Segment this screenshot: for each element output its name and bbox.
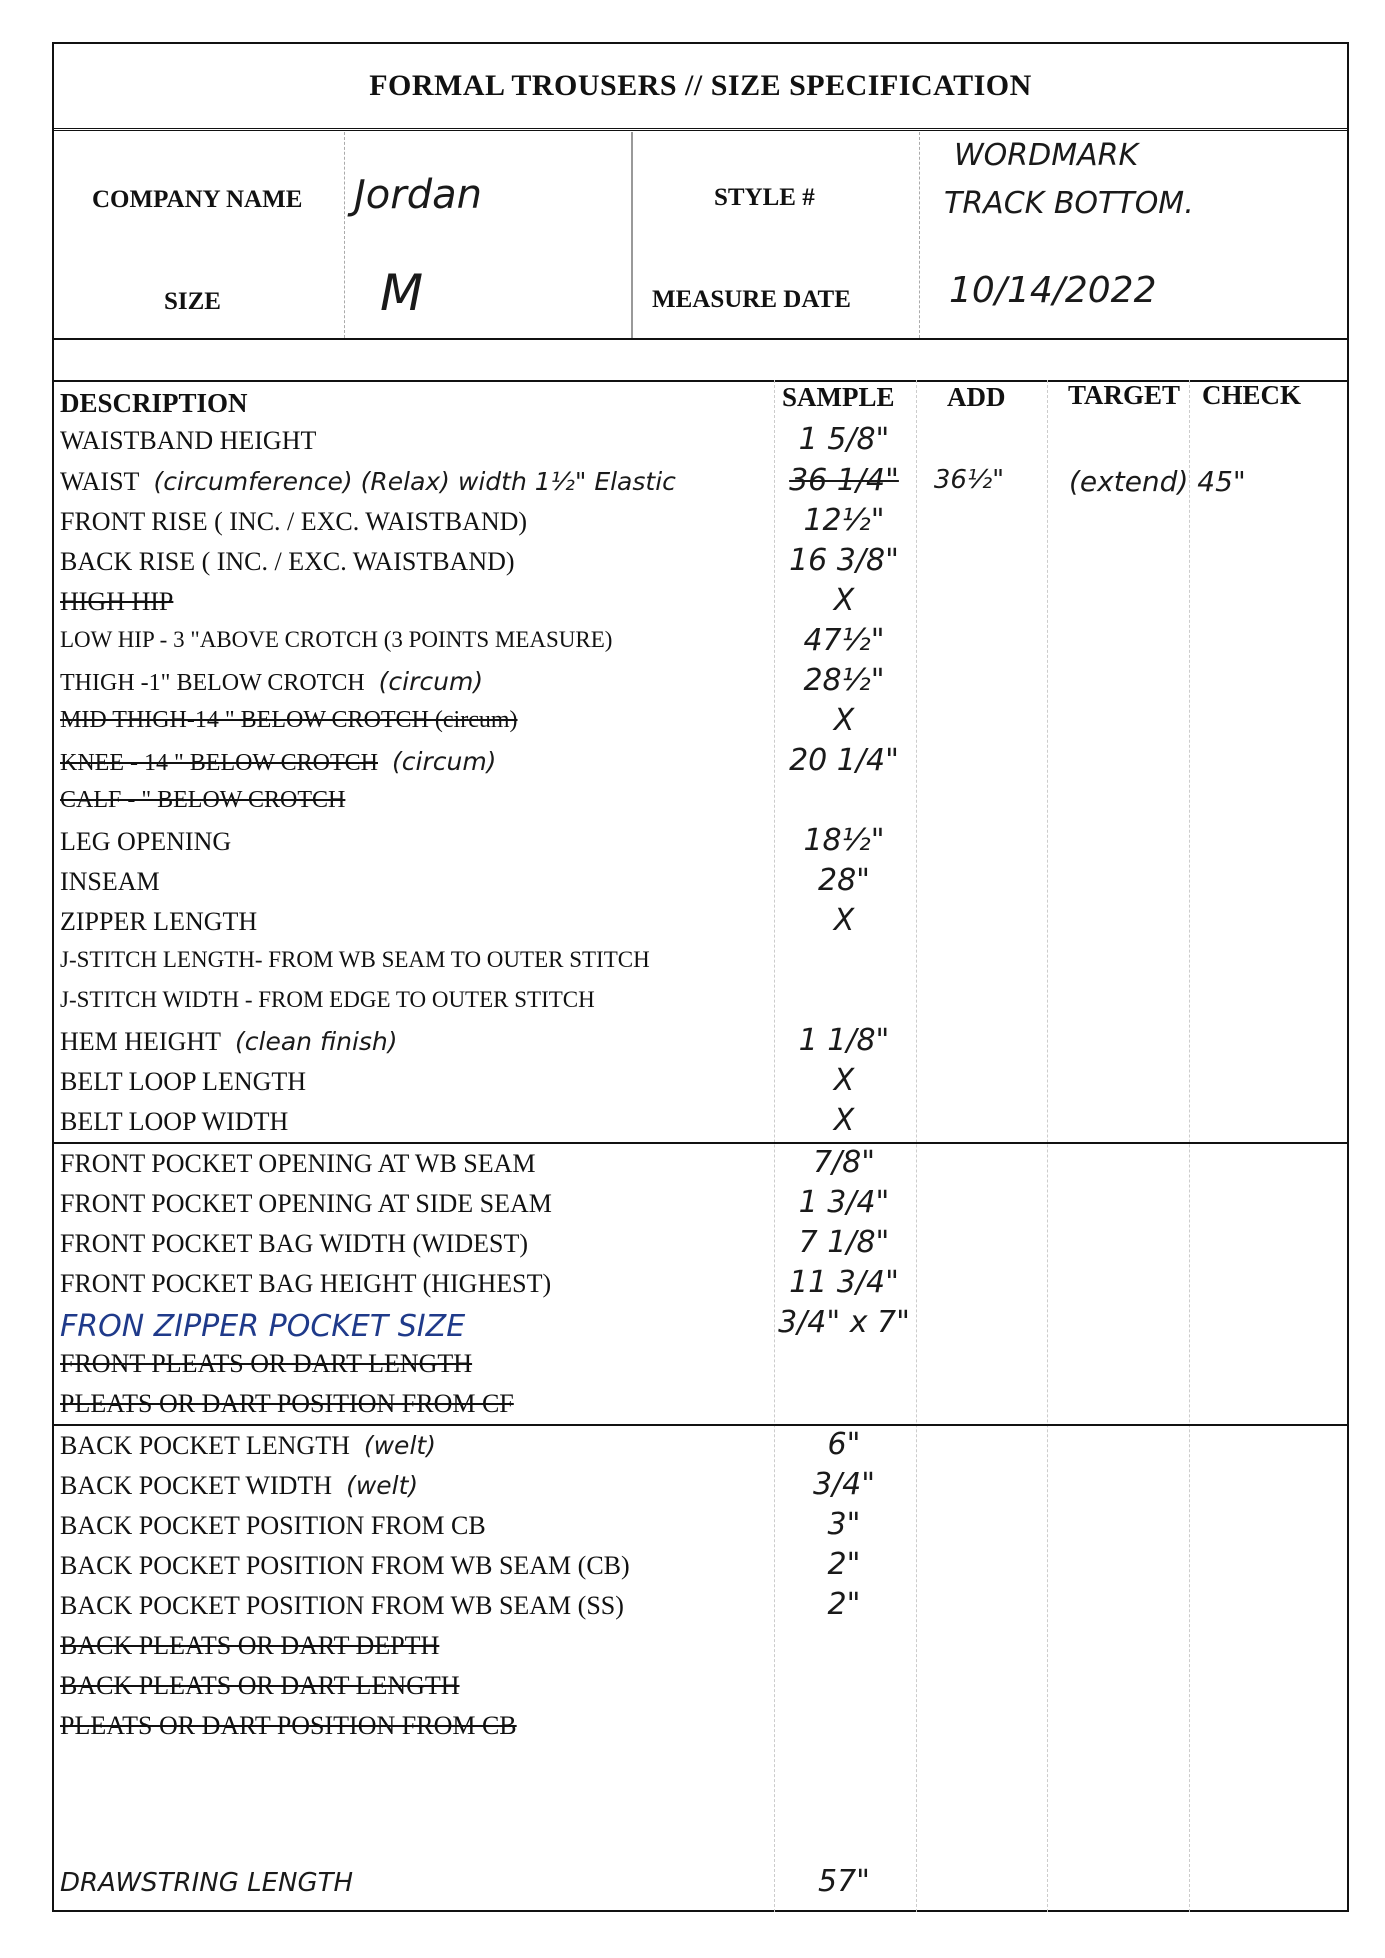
row-thigh: THIGH -1" BELOW CROTCH (circum) 28½" xyxy=(60,663,885,698)
row-zipper-length: ZIPPER LENGTH X xyxy=(60,903,855,938)
row-back-pocket-pos-wb-cb: BACK POCKET POSITION FROM WB SEAM (CB) 2" xyxy=(60,1547,861,1582)
row-front-zipper-pocket: FRON ZIPPER POCKET SIZE 3/4" x 7" xyxy=(60,1305,910,1344)
row-mid-thigh: MID THIGH-14 " BELOW CROTCH (circum) X xyxy=(60,703,855,738)
row-high-hip: HIGH HIP X xyxy=(60,583,855,618)
row-belt-loop-width: BELT LOOP WIDTH X xyxy=(60,1103,855,1138)
spacer-band xyxy=(54,340,1347,382)
company-label: COMPANY NAME xyxy=(92,186,303,213)
row-front-pocket-bag-height: FRONT POCKET BAG HEIGHT (HIGHEST) 11 3/4" xyxy=(60,1265,899,1300)
row-back-pocket-width: BACK POCKET WIDTH (welt) 3/4" xyxy=(60,1467,876,1502)
measure-date-value: 10/14/2022 xyxy=(949,270,1157,311)
row-back-rise: BACK RISE ( INC. / EXC. WAISTBAND) 16 3/8" xyxy=(60,543,899,578)
row-hem-height: HEM HEIGHT (clean finish) 1 1/8" xyxy=(60,1023,890,1058)
row-front-pocket-bag-width: FRONT POCKET BAG WIDTH (WIDEST) 7 1/8" xyxy=(60,1225,890,1260)
row-front-pocket-opening-wb: FRONT POCKET OPENING AT WB SEAM 7/8" xyxy=(60,1145,876,1180)
row-jstitch-width: J-STITCH WIDTH - FROM EDGE TO OUTER STITCH xyxy=(60,987,595,1012)
style-value-line2: TRACK BOTTOM. xyxy=(944,186,1194,221)
style-value-line1: WORDMARK xyxy=(954,138,1139,173)
row-back-pocket-pos-wb-ss: BACK POCKET POSITION FROM WB SEAM (SS) 2" xyxy=(60,1587,861,1622)
header-block xyxy=(54,132,1347,340)
page-title: FORMAL TROUSERS // SIZE SPECIFICATION xyxy=(369,69,1032,102)
size-label: SIZE xyxy=(164,288,221,315)
col-add: ADD xyxy=(947,382,1006,412)
col-target: TARGET xyxy=(1068,380,1181,410)
col-check: CHECK xyxy=(1202,380,1302,410)
measure-date-label: MEASURE DATE xyxy=(652,286,851,313)
row-drawstring-length: DRAWSTRING LENGTH 57" xyxy=(60,1864,870,1899)
row-back-pocket-pos-cb: BACK POCKET POSITION FROM CB 3" xyxy=(60,1507,861,1542)
row-back-pocket-length: BACK POCKET LENGTH (welt) 6" xyxy=(60,1427,861,1462)
size-value: M xyxy=(380,264,424,322)
row-waistband-height: WAISTBAND HEIGHT 1 5/8" xyxy=(60,422,890,457)
row-front-pleats: FRONT PLEATS OR DART LENGTH xyxy=(60,1349,473,1378)
row-front-pocket-opening-ss: FRONT POCKET OPENING AT SIDE SEAM 1 3/4" xyxy=(60,1185,890,1220)
col-description: DESCRIPTION xyxy=(60,388,248,418)
row-front-rise: FRONT RISE ( INC. / EXC. WAISTBAND) 12½" xyxy=(60,503,885,538)
row-back-pleats-depth: BACK PLEATS OR DART DEPTH xyxy=(60,1631,440,1660)
spec-sheet xyxy=(52,42,1349,1912)
row-belt-loop-length: BELT LOOP LENGTH X xyxy=(60,1063,855,1098)
row-leg-opening: LEG OPENING 18½" xyxy=(60,823,885,858)
row-pleats-position-cb: PLEATS OR DART POSITION FROM CB xyxy=(60,1711,517,1740)
row-low-hip: LOW HIP - 3 "ABOVE CROTCH (3 POINTS MEASURE) 47½" xyxy=(60,623,885,658)
row-knee: KNEE - 14 " BELOW CROTCH (circum) 20 1/4" xyxy=(60,743,899,778)
company-value: Jordan xyxy=(354,172,482,218)
row-waist: WAIST (circumference) (Relax) width 1½" Elastic 36 1/4" 36½" (extend) 45" xyxy=(60,463,1246,498)
row-back-pleats-length: BACK PLEATS OR DART LENGTH xyxy=(60,1671,460,1700)
title-bar xyxy=(54,44,1347,131)
row-calf: CALF - " BELOW CROTCH xyxy=(60,787,346,813)
col-sample: SAMPLE xyxy=(782,382,895,412)
row-jstitch-length: J-STITCH LENGTH- FROM WB SEAM TO OUTER STITCH xyxy=(60,947,650,972)
row-pleats-position-cf: PLEATS OR DART POSITION FROM CF xyxy=(60,1389,514,1418)
style-label: STYLE # xyxy=(714,184,815,211)
row-inseam: INSEAM 28" xyxy=(60,863,870,898)
